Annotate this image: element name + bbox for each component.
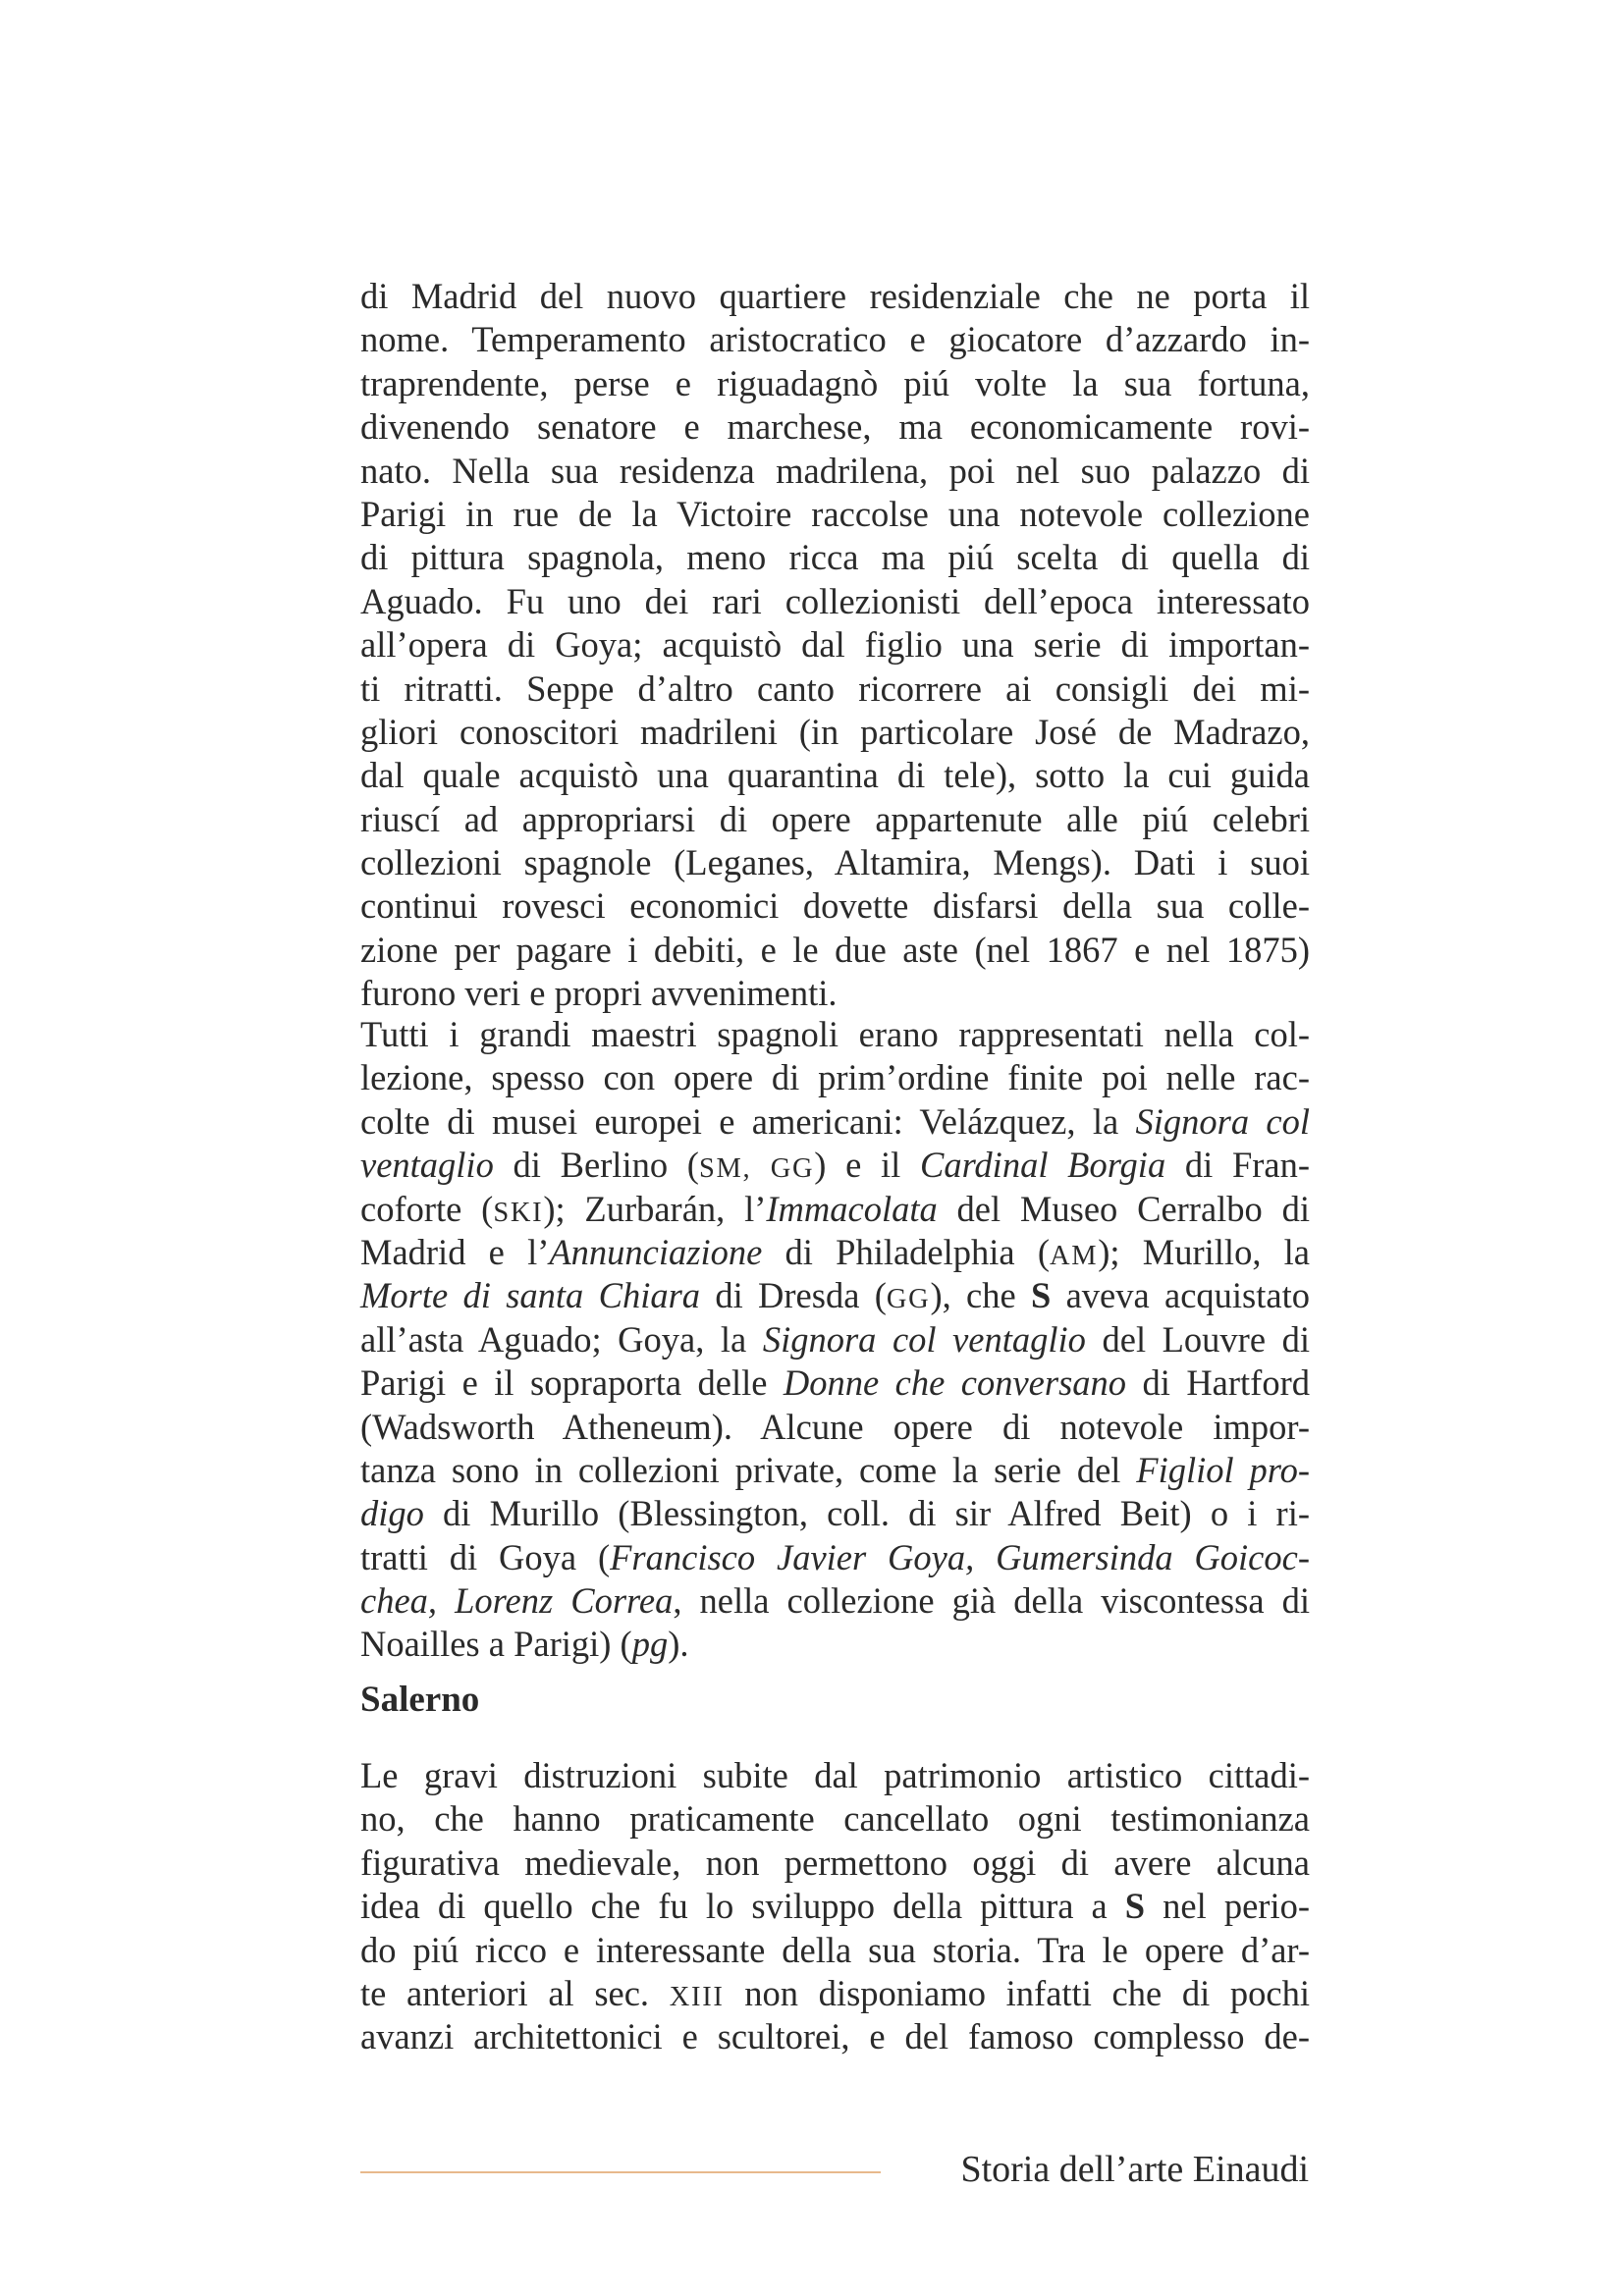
- text-line: zione per pagare i debiti, e le due aste (nel 1867 e nel 1875): [360, 929, 1310, 970]
- paragraph-salerno: [360, 1754, 1310, 2059]
- footer-rule: [360, 2171, 881, 2173]
- text-line: Aguado. Fu uno dei rari collezionisti dell’epoca interessato: [360, 580, 1310, 621]
- text-line: ti ritratti. Seppe d’altro canto ricorrere ai consigli dei mi-: [360, 667, 1310, 709]
- text-line: tanza sono in collezioni private, come la serie del Figliol pro-: [360, 1449, 1310, 1490]
- text-line: Parigi e il sopraporta delle Donne che conversano di Hartford: [360, 1362, 1310, 1404]
- text-line: lezione, spesso con opere di prim’ordine finite poi nelle rac-: [360, 1057, 1310, 1098]
- text-line: tratti di Goya (Francisco Javier Goya, Gumersinda Goicoc-: [360, 1536, 1310, 1577]
- text-line: Noailles a Parigi) (pg).: [360, 1624, 689, 1665]
- text-line: Tutti i grandi maestri spagnoli erano rappresentati nella col-: [360, 1014, 1310, 1054]
- museum-abbreviation: GG: [886, 1284, 931, 1315]
- text-line: continui rovesci economici dovette disfarsi della sua colle-: [360, 885, 1310, 927]
- text-line: furono veri e propri avvenimenti.: [360, 973, 838, 1014]
- text-line: no, che hanno praticamente cancellato ogni testimonianza: [360, 1798, 1310, 1840]
- text-line: te anteriori al sec. XIII non disponiamo infatti che di pochi: [360, 1972, 1310, 2013]
- text-line: traprendente, perse e riguadagnò piú volte la sua fortuna,: [360, 362, 1310, 403]
- text-line: Le gravi distruzioni subite dal patrimonio artistico cittadi-: [360, 1755, 1310, 1795]
- text-line: all’asta Aguado; Goya, la Signora col ventaglio del Louvre di: [360, 1318, 1310, 1360]
- text-line: avanzi architettonici e scultorei, e del famoso complesso de-: [360, 2016, 1310, 2057]
- museum-abbreviation: SM, GG: [698, 1153, 815, 1185]
- text-line: coforte (SKI); Zurbarán, l’Immacolata del Museo Cerralbo di: [360, 1188, 1310, 1229]
- text-line: digo di Murillo (Blessington, coll. di sir Alfred Beit) o i ri-: [360, 1493, 1310, 1534]
- text-line: colte di musei europei e americani: Velázquez, la Signora col: [360, 1100, 1310, 1142]
- footer-title: Storia dell’arte Einaudi: [960, 2149, 1309, 2190]
- text-line: divenendo senatore e marchese, ma economicamente rovi-: [360, 406, 1310, 448]
- text-line: gliori conoscitori madrileni (in particolare José de Madrazo,: [360, 711, 1310, 752]
- text-line: riuscí ad appropriarsi di opere appartenute alle piú celebri: [360, 798, 1310, 839]
- text-line: nato. Nella sua residenza madrilena, poi nel suo palazzo di: [360, 450, 1310, 491]
- artwork-title: ventaglio: [360, 1145, 494, 1186]
- artwork-title: Morte di santa Chiara: [360, 1275, 701, 1316]
- artwork-title: digo: [360, 1493, 424, 1534]
- artwork-title: Annunciazione: [549, 1231, 763, 1272]
- subject-abbreviation: S: [1030, 1275, 1052, 1316]
- artwork-title: Immacolata: [766, 1188, 938, 1229]
- text-line: nome. Temperamento aristocratico e giocatore d’azzardo in-: [360, 319, 1310, 360]
- text-line: collezioni spagnole (Leganes, Altamira, Mengs). Dati i suoi: [360, 842, 1310, 883]
- artwork-title: Donne che conversano: [783, 1362, 1127, 1404]
- text-line: dal quale acquistò una quarantina di tele), sotto la cui guida: [360, 755, 1310, 796]
- artwork-title: Figliol pro-: [1136, 1449, 1310, 1490]
- artwork-title: Francisco Javier Goya, Gumersinda Goicoc-: [610, 1536, 1310, 1577]
- artwork-title: Cardinal Borgia: [919, 1145, 1166, 1186]
- roman-numeral: XIII: [669, 1981, 725, 2012]
- subject-abbreviation: S: [1124, 1886, 1146, 1927]
- section-heading: Salerno: [360, 1680, 480, 1720]
- text-line: ventaglio di Berlino (SM, GG) e il Cardinal Borgia di Fran-: [360, 1145, 1311, 1186]
- text-line: Morte di santa Chiara di Dresda (GG), che S aveva acquistato: [360, 1275, 1310, 1316]
- text-line: chea, Lorenz Correa, nella collezione già della viscontessa di: [360, 1580, 1310, 1622]
- text-line: idea di quello che fu lo sviluppo della pittura a S nel perio-: [360, 1886, 1310, 1927]
- artwork-title: Signora col: [1135, 1100, 1310, 1142]
- museum-abbreviation: AM: [1049, 1240, 1099, 1271]
- text-line: (Wadsworth Atheneum). Alcune opere di notevole impor-: [360, 1406, 1310, 1447]
- text-line: di pittura spagnola, meno ricca ma piú scelta di quella di: [360, 537, 1310, 578]
- text-line: Parigi in rue de la Victoire raccolse una notevole collezione: [360, 493, 1310, 534]
- text-line: Madrid e l’Annunciazione di Philadelphia (AM); Murillo, la: [360, 1231, 1311, 1272]
- museum-abbreviation: SKI: [493, 1197, 544, 1228]
- paragraph-spanish-masters: [360, 1013, 1310, 1667]
- text-line: all’opera di Goya; acquistò dal figlio una serie di importan-: [360, 624, 1310, 666]
- paragraph-salamanca-collection: [360, 275, 1310, 1016]
- text-line: di Madrid del nuovo quartiere residenziale che ne porta il: [360, 276, 1310, 316]
- artwork-title: chea, Lorenz Correa: [360, 1580, 674, 1622]
- text-line: figurativa medievale, non permettono oggi di avere alcuna: [360, 1842, 1310, 1883]
- text-line: do piú ricco e interessante della sua storia. Tra le opere d’ar-: [360, 1929, 1310, 1970]
- artwork-title: Signora col ventaglio: [762, 1318, 1086, 1360]
- author-initials: pg: [631, 1624, 669, 1665]
